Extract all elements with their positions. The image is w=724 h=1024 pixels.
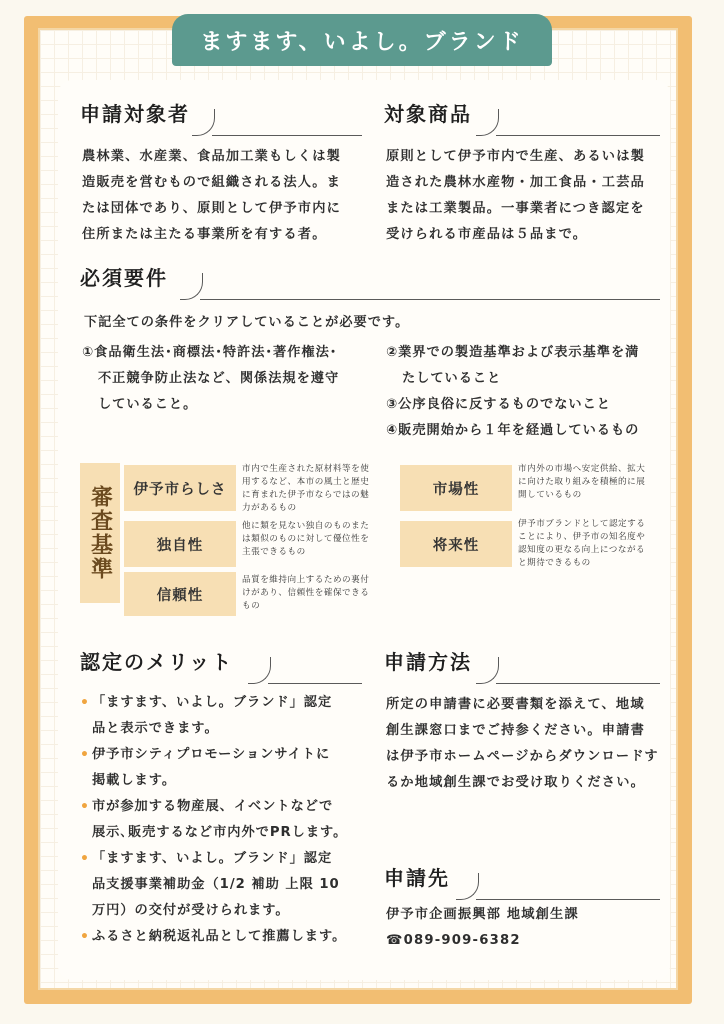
text-line: 造販売を営むもので組織される法人。ま [82, 175, 341, 190]
requirement-line: たしていること [402, 371, 502, 386]
heading-underline [496, 135, 660, 136]
merit-line: 掲載します。 [92, 773, 177, 788]
heading-curve [248, 657, 271, 684]
criteria-vertical-label: 審査基準 [80, 463, 120, 603]
heading-curve [180, 273, 203, 300]
requirement-line: ②業界での製造基準および表示基準を満 [386, 345, 640, 360]
heading-curve [476, 109, 499, 136]
desc-line: 伊予市ブランドとして認定する [518, 519, 646, 529]
merit-line: 市が参加する物産展、イベントなどで [92, 799, 334, 814]
criteria-label: 将来性 [400, 521, 512, 567]
merit-line: 品支援事業補助金（1/2 補助 上限 10 [92, 877, 340, 892]
desc-line: 開しているもの [518, 490, 582, 500]
products-text [386, 144, 676, 248]
criteria-label: 伊予市らしさ [124, 465, 236, 511]
bullet-dot-icon: • [80, 747, 90, 763]
desc-line: 力があるもの [242, 503, 297, 513]
requirement-line: ③公序良俗に反するものでないこと [386, 397, 611, 412]
heading-underline [200, 299, 660, 300]
contact-heading-text: 申請先 [384, 866, 450, 890]
criteria-desc [242, 574, 392, 613]
merit-item [80, 924, 370, 950]
bullet-dot-icon: • [80, 799, 90, 815]
contact-dept: 伊予市企画振興部 地域創生課 [386, 907, 579, 922]
method-text [386, 692, 676, 796]
criteria-desc [518, 518, 668, 570]
text-line: たは団体であり、原則として伊予市内に [82, 201, 341, 216]
bullet-dot-icon: • [80, 695, 90, 711]
criteria-label: 信頼性 [124, 572, 236, 616]
criteria-label: 市場性 [400, 465, 512, 511]
requirements-right [386, 340, 676, 444]
heading-underline [476, 899, 660, 900]
criteria-desc [518, 463, 668, 502]
desc-line: ことにより、伊予市の知名度や [518, 532, 646, 542]
text-line: 造された農林水産物・加工食品・工芸品 [386, 175, 645, 190]
criteria-label: 独自性 [124, 521, 236, 567]
products-heading [384, 92, 660, 136]
text-line: 創生課窓口までご持参ください。申請書 [386, 723, 645, 738]
merit-line: 伊予市シティプロモーションサイトに [92, 747, 331, 762]
desc-line: は類似のものに対して優位性を [242, 534, 370, 544]
desc-line: もの [242, 601, 261, 611]
merit-heading-text: 認定のメリット [80, 650, 234, 674]
merit-item [80, 846, 370, 924]
heading-underline [496, 683, 660, 684]
heading-underline [268, 683, 362, 684]
text-line: は伊予市ホームページからダウンロードす [386, 749, 659, 764]
requirement-line: ④販売開始から１年を経過しているもの [386, 423, 640, 438]
bullet-dot-icon: • [80, 929, 90, 945]
requirement-line: 不正競争防止法など、関係法規を遵守 [98, 371, 340, 386]
desc-line: 他に類を見ない独自のものまた [242, 521, 370, 531]
requirements-heading [80, 256, 660, 300]
method-heading [384, 640, 660, 684]
requirement-line: ①食品衛生法･商標法･特許法･著作権法･ [82, 345, 338, 360]
target-text [82, 144, 372, 248]
merit-line: ふるさと納税返礼品として推薦します。 [92, 929, 347, 944]
brand-banner: ますます、いよし。ブランド [172, 14, 552, 66]
contact-heading [384, 856, 660, 900]
text-line: 農林業、水産業、食品加工業もしくは製 [82, 149, 341, 164]
text-line: または工業製品。一事業者につき認定を [386, 201, 645, 216]
merit-line: 万円）の交付が受けられます。 [92, 903, 290, 918]
criteria-desc [242, 520, 392, 559]
text-line: 原則として伊予市内で生産、あるいは製 [386, 149, 645, 164]
method-heading-text: 申請方法 [384, 650, 472, 674]
desc-line: 市内外の市場へ安定供給、拡大 [518, 464, 646, 474]
target-heading-text: 申請対象者 [80, 102, 190, 126]
desc-line: 主張できるもの [242, 547, 306, 557]
desc-line: と期待できるもの [518, 558, 591, 568]
desc-line: に向けた取り組みを積極的に展 [518, 477, 646, 487]
contact-phone[interactable]: ☎089-909-6382 [386, 933, 521, 948]
heading-curve [476, 657, 499, 684]
requirements-left [82, 340, 382, 418]
merit-line: 展示､販売するなど市内外でPRします。 [92, 825, 348, 840]
criteria-desc [242, 463, 392, 515]
desc-line: けがあり、信頼性を確保できる [242, 588, 370, 598]
merit-list [80, 690, 370, 950]
requirements-heading-text: 必須要件 [80, 266, 168, 290]
desc-line: に育まれた伊予市ならではの魅 [242, 490, 370, 500]
products-heading-text: 対象商品 [384, 102, 472, 126]
desc-line: 市内で生産された原材料等を使 [242, 464, 370, 474]
requirement-line: していること。 [98, 397, 198, 412]
requirements-intro: 下記全ての条件をクリアしていることが必要です。 [84, 315, 410, 330]
desc-line: 認知度の更なる向上につながる [518, 545, 646, 555]
bullet-dot-icon: • [80, 851, 90, 867]
merit-heading [80, 640, 362, 684]
merit-line: 「ますます、いよし。ブランド」認定 [92, 695, 333, 710]
text-line: 所定の申請書に必要書類を添えて、地域 [386, 697, 645, 712]
heading-underline [212, 135, 362, 136]
merit-item [80, 742, 370, 794]
merit-item [80, 690, 370, 742]
merit-item [80, 794, 370, 846]
text-line: 受けられる市産品は５品まで。 [386, 227, 588, 242]
desc-line: 用するなど、本市の風土と歴史 [242, 477, 370, 487]
desc-line: 品質を維持向上するための裏付 [242, 575, 370, 585]
heading-curve [192, 109, 215, 136]
merit-line: 「ますます、いよし。ブランド」認定 [92, 851, 333, 866]
heading-curve [456, 873, 479, 900]
target-heading [80, 92, 362, 136]
text-line: るか地域創生課でお受け取りください。 [386, 775, 645, 790]
text-line: 住所または主たる事業所を有する者。 [82, 227, 327, 242]
merit-line: 品と表示できます。 [92, 721, 219, 736]
